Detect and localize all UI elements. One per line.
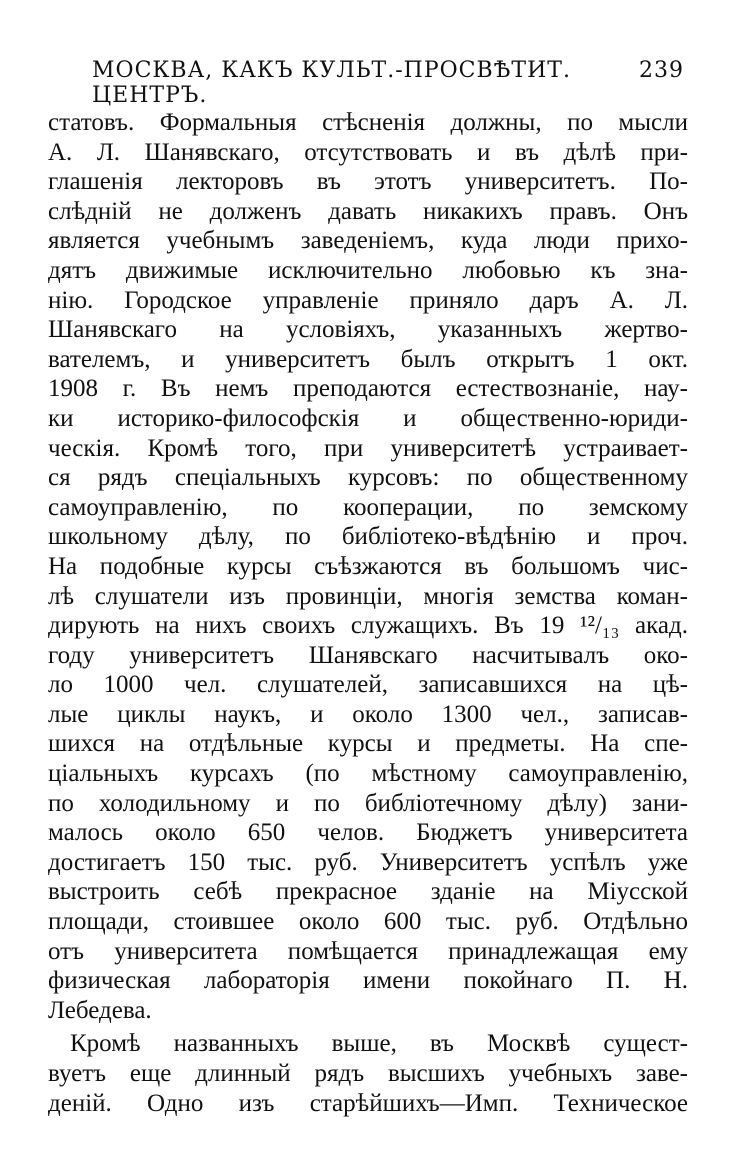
paragraph (48, 108, 688, 1025)
text-line: нію. Городское управленіе приняло даръ А. Л. (48, 286, 688, 314)
text-line: ческія. Кромѣ того, при университетѣ устраивает- (48, 434, 688, 462)
text-line: отъ университета помѣщается принадлежащая ему (48, 937, 688, 965)
text-line: школьному дѣлу, по библіотеко-вѣдѣнію и проч. (48, 523, 688, 551)
text-line: площади, стоившее около 600 тыс. руб. Отдѣльно (48, 908, 688, 936)
running-header (92, 58, 684, 108)
text-line: году университетъ Шанявскаго насчитывалъ око- (48, 641, 688, 669)
text-line: Кромѣ названныхъ выше, въ Москвѣ сущест- (70, 1030, 688, 1058)
running-title: МОСКВА, КАКЪ КУЛЬТ.-ПРОСВѢТИТ. ЦЕНТРЪ. (92, 58, 571, 108)
text-line: деній. Одно изъ старѣйшихъ—Имп. Техническое (48, 1089, 688, 1117)
text-line: На подобные курсы съѣзжаются въ большомъ чис- (48, 552, 688, 580)
text-line: выстроить себѣ прекрасное зданіе на Міусской (48, 878, 688, 906)
text-line: дятъ движимые исключительно любовью къ зна- (48, 256, 688, 284)
text-line: А. Л. Шанявскаго, отсутствовать и въ дѣлѣ при- (48, 138, 688, 166)
text-line: 1908 г. Въ немъ преподаются естествознаніе, нау- (48, 375, 688, 403)
text-line: достигаетъ 150 тыс. руб. Университетъ успѣлъ уже (48, 848, 688, 876)
text-line: глашенія лекторовъ въ этотъ университетъ. По- (48, 168, 688, 196)
body-text (48, 108, 688, 1118)
text-line: физическая лабораторія имени покойнаго П. Н. (48, 967, 688, 995)
text-line: ки историко-философскія и общественно-юриди- (48, 404, 688, 432)
text-line: является учебнымъ заведеніемъ, куда люди прихо- (48, 227, 688, 255)
book-page (48, 58, 688, 1118)
text-line: Лебедева. (48, 996, 152, 1024)
paragraph (48, 1029, 688, 1118)
text-line: лѣ слушатели изъ провинціи, многія земства коман- (48, 582, 688, 610)
text-line: малось около 650 челов. Бюджетъ университета (48, 819, 688, 847)
text-line: ся рядъ спеціальныхъ курсовъ: по общественному (48, 464, 688, 492)
text-line: самоуправленію, по кооперации, по земскому (48, 493, 688, 521)
text-line: Шанявскаго на условіяхъ, указанныхъ жертво- (48, 316, 688, 344)
text-line: вателемъ, и университетъ былъ открытъ 1 окт. (48, 345, 688, 373)
text-line: лые циклы наукъ, и около 1300 чел., записав- (48, 700, 688, 728)
text-line: ло 1000 чел. слушателей, записавшихся на цѣ- (48, 671, 688, 699)
text-line: дирують на нихъ своихъ служащихъ. Въ 19 ¹²/₁₃ акад. (48, 612, 688, 640)
text-line: ціальныхъ курсахъ (по мѣстному самоуправленію, (48, 760, 688, 788)
text-line: шихся на отдѣльные курсы и предметы. На спе- (48, 730, 688, 758)
text-line: вуетъ еще длинный рядъ высшихъ учебныхъ заве- (48, 1060, 688, 1087)
text-line: статовъ. Формальныя стѣсненія должны, по мысли (48, 109, 688, 136)
page-number: 239 (639, 58, 684, 83)
text-line: по холодильному и по библіотечному дѣлу) зани- (48, 789, 688, 817)
text-line: слѣдній не долженъ давать никакихъ правъ. Онъ (48, 197, 688, 225)
